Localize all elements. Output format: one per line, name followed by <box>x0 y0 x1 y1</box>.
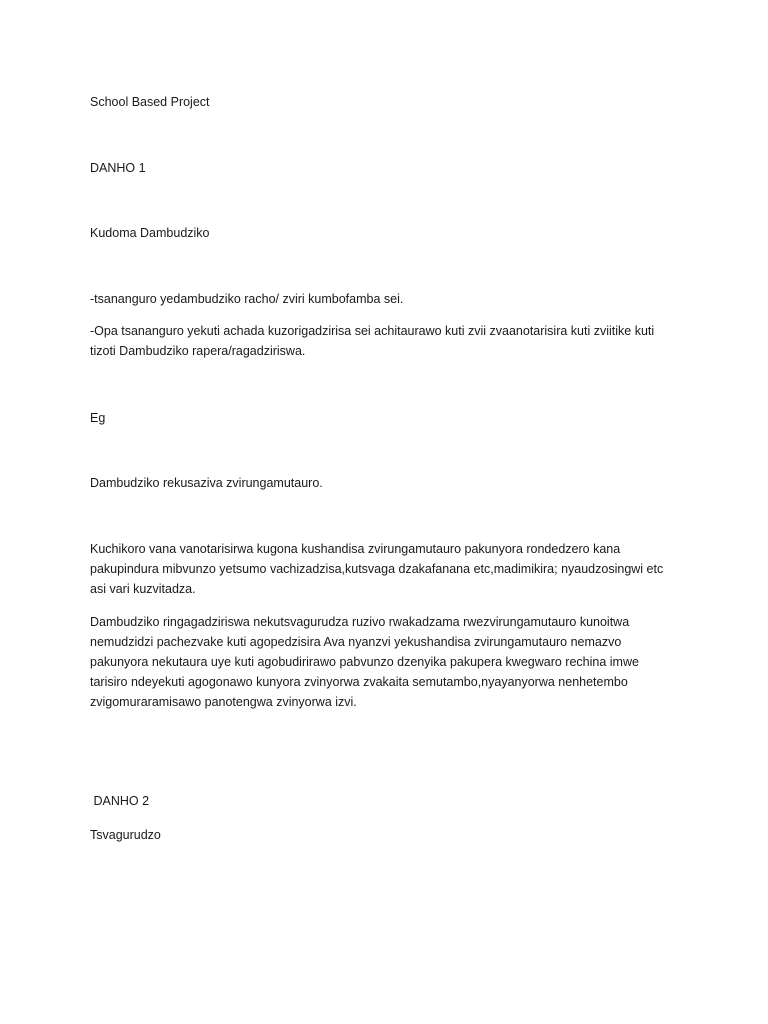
paragraph-1-line: asi vari kuzvitadza. <box>90 582 196 596</box>
paragraph-2-line: tarisiro ndeyekuti agogonawo kunyora zvinyorwa zvakaita semutambo,nyayanyorwa nenhetembo <box>90 675 628 689</box>
document-title: School Based Project <box>90 95 210 109</box>
step1-subheading: Kudoma Dambudziko <box>90 226 210 240</box>
paragraph-2-line: zvigomuraramisawo panotengwa zvinyorwa izvi. <box>90 695 357 709</box>
problem-statement: Dambudziko rekusaziva zvirungamutauro. <box>90 476 323 490</box>
paragraph-2-line: nemudzidzi pachezvake kuti agopedzisira Ava nyanzvi yekushandisa zvirungamutauro nemazvo <box>90 635 622 649</box>
step1-heading: DANHO 1 <box>90 161 146 175</box>
point-2-line: -Opa tsananguro yekuti achada kuzorigadzirisa sei achitaurawo kuti zvii zvaanotarisira kuti zviitike kuti <box>90 324 655 338</box>
paragraph-1-line: Kuchikoro vana vanotarisirwa kugona kushandisa zvirungamutauro pakunyora rondedzero kana <box>90 542 621 556</box>
example-label: Eg <box>90 411 106 425</box>
step2-heading: DANHO 2 <box>90 794 150 808</box>
paragraph-2-line: Dambudziko ringagadziriswa nekutsvagurudza ruzivo rwakadzama rwezvirungamutauro kunoitwa <box>90 615 630 629</box>
step2-subheading: Tsvagurudzo <box>90 828 161 842</box>
paragraph-2-line: pakunyora nekutaura uye kuti agobudirirawo pabvunzo dzenyika pakupera kwegwaro rechina imwe <box>90 655 639 669</box>
paragraph-1 <box>90 539 680 599</box>
paragraph-1-line: pakupindura mibvunzo yetsumo vachizadzisa,kutsvaga dzakafanana etc,madimikira; nyaudzosingwi etc <box>90 562 664 576</box>
point-2 <box>90 321 680 361</box>
paragraph-2 <box>90 612 680 712</box>
point-2-line: tizoti Dambudziko rapera/ragadziriswa. <box>90 344 306 358</box>
point-1: -tsananguro yedambudziko racho/ zviri kumbofamba sei. <box>90 292 404 306</box>
